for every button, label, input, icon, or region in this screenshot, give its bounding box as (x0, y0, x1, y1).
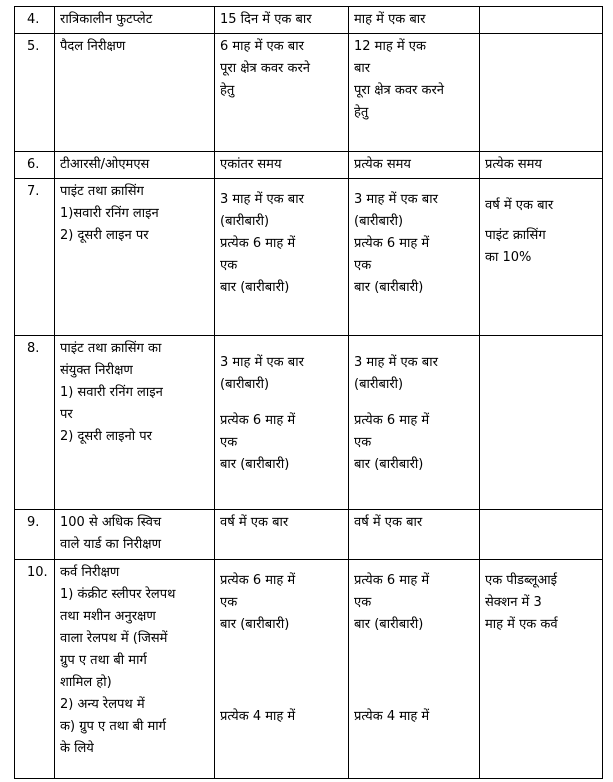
table-row (15, 510, 603, 560)
frequency-cell: 3 माह में एक बार (बारीबारी) प्रत्येक 6 माह में एक बार (बारीबारी) (215, 336, 349, 510)
row-number: 8. (15, 336, 55, 510)
frequency-cell: 12 माह में एक बार पूरा क्षेत्र कवर करने हेतु (349, 34, 480, 152)
frequency-cell: प्रत्येक 6 माह में एक बार (बारीबारी) प्रत्येक 4 माह में (349, 560, 480, 779)
frequency-cell: प्रत्येक समय (480, 152, 603, 179)
frequency-cell (480, 336, 603, 510)
frequency-cell: वर्ष में एक बार (349, 510, 480, 560)
row-number: 10. (15, 560, 55, 779)
activity-cell: रात्रिकालीन फुटप्लेट (55, 7, 215, 34)
row-number: 7. (15, 179, 55, 336)
activity-cell: पैदल निरीक्षण (55, 34, 215, 152)
frequency-cell: एक पीडब्लूआई सेक्शन में 3 माह में एक कर्व (480, 560, 603, 779)
frequency-cell: माह में एक बार (349, 7, 480, 34)
frequency-cell: प्रत्येक 6 माह में एक बार (बारीबारी) प्रत्येक 4 माह में (215, 560, 349, 779)
table-row (15, 152, 603, 179)
frequency-cell: एकांतर समय (215, 152, 349, 179)
row-number: 5. (15, 34, 55, 152)
frequency-cell: प्रत्येक समय (349, 152, 480, 179)
frequency-cell: वर्ष में एक बार (215, 510, 349, 560)
frequency-cell: 3 माह में एक बार (बारीबारी) प्रत्येक 6 माह में एक बार (बारीबारी) (215, 179, 349, 336)
activity-cell: पाइंट तथा क्रासिंग 1)सवारी रनिंग लाइन 2) दूसरी लाइन पर (55, 179, 215, 336)
frequency-cell (480, 34, 603, 152)
table-row (15, 179, 603, 336)
row-number: 9. (15, 510, 55, 560)
row-number: 6. (15, 152, 55, 179)
frequency-cell: वर्ष में एक बार पाइंट क्रासिंग का 10% (480, 179, 603, 336)
frequency-cell: 3 माह में एक बार (बारीबारी) प्रत्येक 6 माह में एक बार (बारीबारी) (349, 179, 480, 336)
frequency-cell: 6 माह में एक बार पूरा क्षेत्र कवर करने हेतु (215, 34, 349, 152)
table-row (15, 34, 603, 152)
inspection-schedule-table (14, 6, 603, 779)
activity-cell: टीआरसी/ओएमएस (55, 152, 215, 179)
activity-cell: पाइंट तथा क्रासिंग का संयुक्त निरीक्षण 1) सवारी रनिंग लाइन पर 2) दूसरी लाइनो पर (55, 336, 215, 510)
activity-cell: कर्व निरीक्षण 1) कंक्रीट स्लीपर रेलपथ तथा मशीन अनुरक्षण वाला रेलपथ में (जिसमें ग्रुप ए तथा बी मार्ग शामिल हो) 2) अन्य रेलपथ में क) ग्रुप ए तथा बी मार्ग के लिये (55, 560, 215, 779)
frequency-cell: 15 दिन में एक बार (215, 7, 349, 34)
row-number: 4. (15, 7, 55, 34)
frequency-cell (480, 510, 603, 560)
table-row (15, 7, 603, 34)
table-row (15, 336, 603, 510)
activity-cell: 100 से अधिक स्विच वाले यार्ड का निरीक्षण (55, 510, 215, 560)
table-row (15, 560, 603, 779)
frequency-cell (480, 7, 603, 34)
frequency-cell: 3 माह में एक बार (बारीबारी) प्रत्येक 6 माह में एक बार (बारीबारी) (349, 336, 480, 510)
